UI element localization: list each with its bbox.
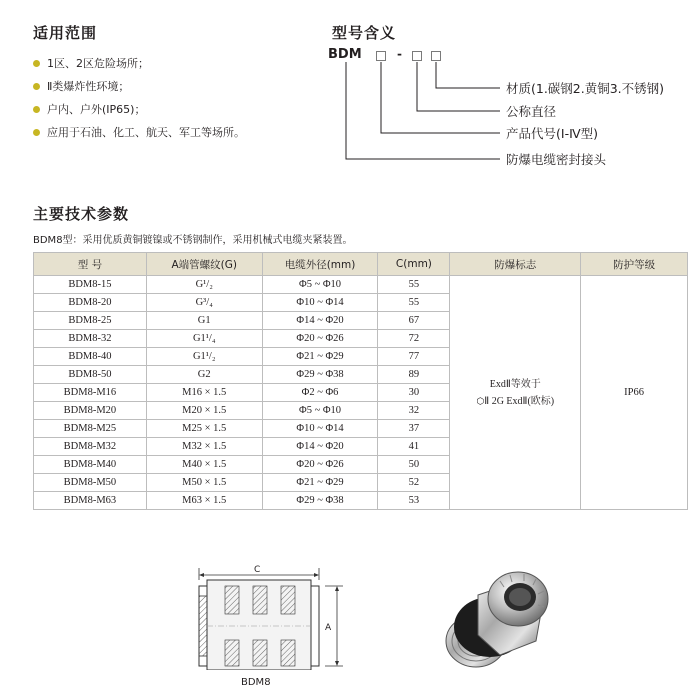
cell-ex-mark [450, 276, 581, 510]
meaning-material: 材质(1.碳钢2.黄铜3.不锈钢) [506, 81, 665, 96]
cell-c: 32 [378, 402, 450, 420]
cell-c: 67 [378, 312, 450, 330]
cell-thread: M63 × 1.5 [146, 492, 262, 510]
cell-thread: M50 × 1.5 [146, 474, 262, 492]
cell-thread: M16 × 1.5 [146, 384, 262, 402]
specs-title: 主要技术参数 [33, 205, 130, 223]
ex-mark-line1: ExdⅡ等效于 [489, 378, 541, 390]
cell-thread: G1 [146, 312, 262, 330]
cell-cable: Φ20 ~ Φ26 [262, 330, 378, 348]
cell-model: BDM8-M63 [34, 492, 147, 510]
cell-thread: G2 [146, 366, 262, 384]
ex-mark-line2: Ⅱ 2G ExdⅡ(欧标) [484, 395, 555, 407]
col-header-protection: 防护等级 [581, 253, 688, 276]
cell-model: BDM8-25 [34, 312, 147, 330]
meaning-product-code: 产品代号(Ⅰ-Ⅳ型) [506, 126, 598, 141]
table-header-row [34, 253, 688, 276]
col-header-model: 型 号 [34, 253, 147, 276]
cell-thread: G1¹/₂ [146, 348, 262, 366]
cell-protection: IP66 [581, 276, 688, 510]
cell-c: 55 [378, 294, 450, 312]
cell-c: 41 [378, 438, 450, 456]
col-header-c: C(mm) [378, 253, 450, 276]
cell-cable: Φ10 ~ Φ14 [262, 420, 378, 438]
cell-thread: G¹/₂ [146, 276, 262, 294]
col-header-cable-diameter: 电缆外径(mm) [262, 253, 378, 276]
cell-cable: Φ21 ~ Φ29 [262, 474, 378, 492]
cell-cable: Φ21 ~ Φ29 [262, 348, 378, 366]
cell-c: 37 [378, 420, 450, 438]
cell-model: BDM8-15 [34, 276, 147, 294]
meaning-name: 防爆电缆密封接头 [506, 152, 607, 167]
cell-c: 52 [378, 474, 450, 492]
cell-cable: Φ14 ~ Φ20 [262, 312, 378, 330]
list-item: 1区、2区危险场所； [33, 52, 245, 75]
cell-thread: M40 × 1.5 [146, 456, 262, 474]
cell-model: BDM8-M25 [34, 420, 147, 438]
cell-model: BDM8-M32 [34, 438, 147, 456]
scope-title: 适用范围 [33, 24, 98, 42]
cable-gland-photo [438, 555, 563, 675]
cell-cable: Φ2 ~ Φ6 [262, 384, 378, 402]
cell-thread: G1¹/₄ [146, 330, 262, 348]
cell-c: 77 [378, 348, 450, 366]
list-item: Ⅱ类爆炸性环境； [33, 75, 245, 98]
cell-c: 72 [378, 330, 450, 348]
col-header-thread: A端管螺纹(G) [146, 253, 262, 276]
cell-c: 50 [378, 456, 450, 474]
cell-model: BDM8-20 [34, 294, 147, 312]
cell-model: BDM8-M50 [34, 474, 147, 492]
cell-thread: M32 × 1.5 [146, 438, 262, 456]
cell-model: BDM8-M16 [34, 384, 147, 402]
cell-model: BDM8-M20 [34, 402, 147, 420]
ex-mark-line2-wrap [450, 393, 580, 410]
cell-model: BDM8-M40 [34, 456, 147, 474]
table-row [34, 276, 688, 294]
dimension-label-c: C [254, 565, 261, 575]
cell-thread: M25 × 1.5 [146, 420, 262, 438]
col-header-ex-mark: 防爆标志 [450, 253, 581, 276]
cell-model: BDM8-40 [34, 348, 147, 366]
dimension-label-a: A [325, 623, 332, 633]
cell-cable: Φ29 ~ Φ38 [262, 492, 378, 510]
cell-c: 53 [378, 492, 450, 510]
list-item: 应用于石油、化工、航天、军工等场所。 [33, 121, 245, 144]
list-item: 户内、户外(IP65)； [33, 98, 245, 121]
cell-cable: Φ20 ~ Φ26 [262, 456, 378, 474]
figure-caption: BDM8 [241, 677, 271, 688]
cell-cable: Φ10 ~ Φ14 [262, 294, 378, 312]
gland-technical-drawing [185, 560, 355, 670]
cell-c: 89 [378, 366, 450, 384]
model-meaning-title: 型号含义 [332, 24, 397, 42]
specs-table [33, 252, 688, 510]
cell-model: BDM8-32 [34, 330, 147, 348]
cell-c: 30 [378, 384, 450, 402]
code-dash: - [397, 47, 402, 61]
specs-description: BDM8型：采用优质黄铜镀镍或不锈钢制作，采用机械式电缆夹紧装置。 [33, 235, 353, 246]
cell-cable: Φ5 ~ Φ10 [262, 276, 378, 294]
cell-thread: M20 × 1.5 [146, 402, 262, 420]
meaning-diameter: 公称直径 [506, 104, 557, 119]
cell-cable: Φ29 ~ Φ38 [262, 366, 378, 384]
ex-hexagon-icon: ⬡ [476, 395, 485, 406]
cell-c: 55 [378, 276, 450, 294]
cell-cable: Φ5 ~ Φ10 [262, 402, 378, 420]
cell-thread: G³/₄ [146, 294, 262, 312]
cell-model: BDM8-50 [34, 366, 147, 384]
cell-cable: Φ14 ~ Φ20 [262, 438, 378, 456]
model-code: BDM [328, 47, 362, 62]
